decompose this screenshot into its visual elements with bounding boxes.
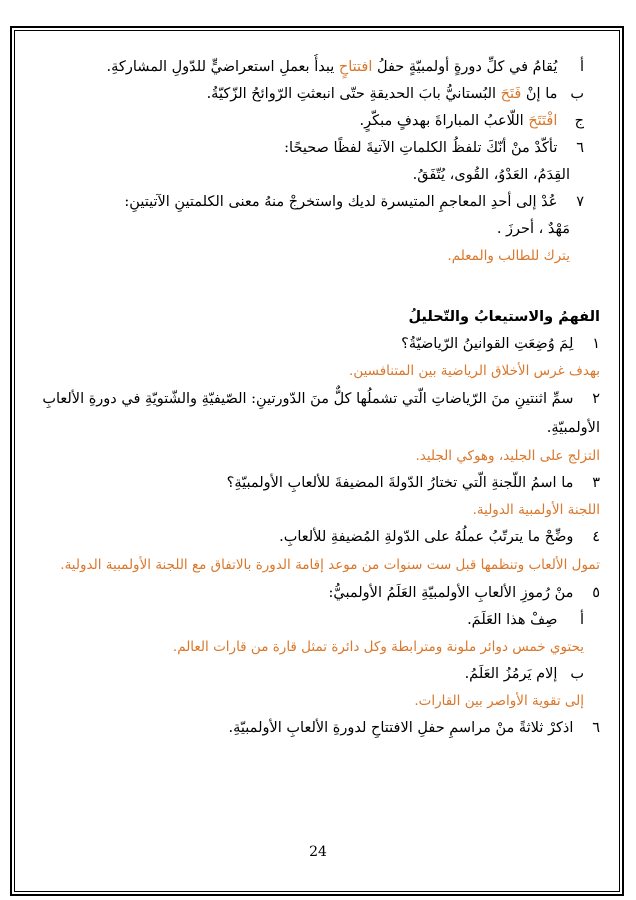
question-number: ٣ [592, 475, 600, 491]
answer-text: اللجنة الأولمبية الدولية. [472, 502, 600, 518]
answer-text: بهدف غرس الأخلاق الرياضية بين المتنافسين. [349, 363, 600, 379]
question-text: تأكّدْ منْ أنّكَ تلفظُ الكلماتِ الآتيةَ لفظًا صحيحًا: [284, 140, 558, 156]
item-text: البُستانيُّ بابَ الحديقةِ حتّى انبعثتِ الرّوائحُ الزّكيّةُ. [206, 86, 501, 102]
question-5a [40, 607, 600, 634]
item-text: اللّاعبُ المباراةَ بهدفٍ مبكّرٍ. [359, 113, 529, 129]
question-6 [40, 715, 600, 742]
question-number: ٦ [576, 140, 584, 156]
item-label: أ [579, 59, 584, 75]
question-number: ٦ [592, 720, 600, 736]
item-b [40, 81, 600, 108]
highlighted-word: افتتاحٍ [338, 59, 373, 75]
document-body [40, 54, 600, 742]
answer-text: يحتوي خمس دوائر ملونة ومترابطة وكل دائرة تمثل قارة من قارات العالم. [172, 639, 584, 655]
question-5 [40, 580, 600, 607]
page-number: 24 [309, 844, 327, 860]
word-list: مَهْدٌ ، أحرزَ . [496, 221, 570, 237]
item-label: ب [570, 86, 584, 102]
question-text: ما اسمُ اللّجنةِ الّتي تختارُ الدّولةَ المضيفةَ للألعابِ الأولمبيّةِ؟ [226, 475, 574, 491]
question-text: سمِّ اثنتينِ منَ الرّياضاتِ الّتي تشملُها كلٌّ منَ الدّورتينِ: الصّيفيّةِ والشّتويّةِ في دورةِ الألعابِ الأولمبيّةِ. [42, 391, 600, 436]
answer-text: التزلج على الجليد، وهوكي الجليد. [415, 448, 600, 464]
question-5b [40, 661, 600, 688]
question-text: وضِّحْ ما يترتّبُ عملُهُ على الدّولةِ المُضيفةِ للألعابِ. [279, 529, 574, 545]
question-text: لِمَ وُضِعَتِ القوانينُ الرّياضيّةُ؟ [401, 336, 574, 352]
item-text: يبدأُ بعملِ استعراضيٍّ للدّولِ المشاركةِ. [106, 59, 339, 75]
highlighted-word: فَتَحَ [500, 86, 522, 102]
question-number: ١ [592, 336, 600, 352]
word-list: القِدَمُ، العَدْوُ، القُوى، يُتّفَقُ. [412, 167, 570, 183]
question-text: عُدْ إلى أحدِ المعاجمِ المتيسرة لديك واستخرجْ منهُ معنى الكلمتينِ الآتيتينِ: [124, 194, 558, 210]
answer-text: تمول الألعاب وتنظمها قبل ست سنوات من موعد إقامة الدورة بالاتفاق مع اللجنة الأولمبية الدولية. [60, 557, 600, 573]
question-2 [40, 385, 600, 443]
question-6-pronunciation [40, 135, 600, 162]
item-c [40, 108, 600, 135]
section-heading: الفهمُ والاستيعابُ والتّحليلُ [408, 309, 600, 325]
question-3 [40, 470, 600, 497]
question-number: ٤ [592, 529, 600, 545]
item-label: ب [570, 666, 584, 682]
question-text: صِفْ هذا العَلَمَ. [467, 612, 558, 628]
question-text: منْ رُموزِ الألعابِ الأولمبيّةِ العَلَمُ الأولمبيُّ: [328, 585, 574, 601]
question-number: ٢ [592, 391, 600, 407]
question-7-dictionary [40, 189, 600, 216]
question-text: اذكرْ ثلاثةً منْ مراسمِ حفلِ الافتتاحِ لدورةِ الألعابِ الأولمبيّةِ. [228, 720, 574, 736]
item-label: أ [579, 612, 584, 628]
question-1 [40, 331, 600, 358]
question-text: إلام يَرمُزُ العَلَمُ. [464, 666, 558, 682]
highlighted-word: افْتَتَحَ [528, 113, 558, 129]
item-label: ج [574, 113, 584, 129]
answer-text: يترك للطالب والمعلم. [447, 248, 570, 264]
item-text: يُقامُ في كلِّ دورةٍ أولمبيّةٍ حفلُ [372, 59, 558, 75]
question-number: ٧ [576, 194, 584, 210]
question-number: ٥ [592, 585, 600, 601]
answer-text: إلى تقوية الأواصر بين القارات. [414, 693, 584, 709]
question-4 [40, 524, 600, 551]
item-text: ما إنْ [521, 86, 558, 102]
item-a [40, 54, 600, 81]
